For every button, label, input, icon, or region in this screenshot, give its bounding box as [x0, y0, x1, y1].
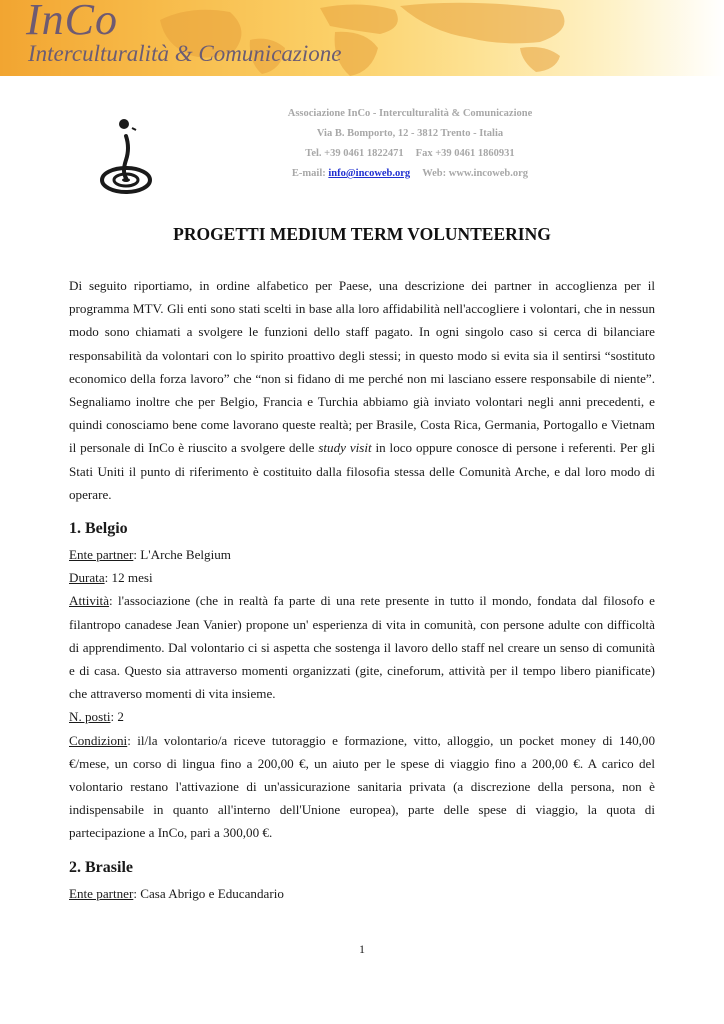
- section-heading-belgio: 1. Belgio: [69, 520, 128, 538]
- condizioni-line: [69, 729, 655, 845]
- contact-block: [230, 104, 590, 184]
- email-web: [230, 164, 590, 184]
- posti-value: : 2: [110, 709, 124, 725]
- inco-emblem-icon: [96, 118, 158, 196]
- condizioni-value: : il/la volontario/a riceve tutoraggio e formazione, vitto, alloggio, un pocket money di 140,00 €/mese, un corso di lingua fino a 200,00 €, un aiuto per le spese di viaggio fino a 200,00 €. A carico del volontario restano l'attivazione di un'assicurazione sanitaria privata (a discrezione della persona, non è indispensabile in quanto all'interno dell'Unione europea), parte delle spese di viaggio, la quota di partecipazione a InCo, pari a 300,00 €.: [69, 732, 655, 841]
- phone: Tel. +39 0461 1822471: [305, 148, 404, 159]
- intro-text-1: Di seguito riportiamo, in ordine alfabetico per Paese, una descrizione dei partner in accoglienza per il programma MTV. Gli enti sono stati scelti in base alla loro affidabilità nell'accogliere i volontari, che in nessun modo sono chiamati a svolgere le funzioni dello staff pagato. In ogni singolo caso si cerca di bilanciare responsabilità da volontari con lo spirito proattivo degli stessi; in questo modo si evita sia il sentirsi “sostituto economico della forza lavoro” che “non si fidano di me perché non mi lasciano essere responsabile di niente”. Segnaliamo inoltre che per Belgio, Francia e Turchia abbiamo già inviato volontari negli anni precedenti, e quindi conosciamo bene come lavorano queste realtà; per Brasile, Costa Rica, Germania, Portogallo e Vietnam il personale di InCo è riuscito a svolgere delle: [69, 278, 655, 456]
- partner-value: : Casa Abrigo e Educandario: [133, 885, 284, 901]
- durata-label: Durata: [69, 570, 105, 586]
- section-heading-brasile: 2. Brasile: [69, 858, 133, 876]
- partner-line-brasile: [69, 882, 655, 905]
- document-title: PROGETTI MEDIUM TERM VOLUNTEERING: [173, 224, 551, 244]
- attivita-label: Attività: [69, 593, 110, 609]
- partner-value: : L'Arche Belgium: [133, 547, 231, 563]
- phone-fax: [230, 144, 590, 164]
- durata-value: : 12 mesi: [104, 570, 153, 586]
- condizioni-label: Condizioni: [69, 732, 128, 748]
- email-link[interactable]: info@incoweb.org: [328, 168, 411, 179]
- document-body: [69, 274, 655, 905]
- intro-emphasis: study visit: [318, 440, 372, 456]
- intro-paragraph: [69, 274, 655, 506]
- attivita-value: : l'associazione (che in realtà fa parte di una rete presente in tutto il mondo, fondata dal filosofo e filantropo canadese Jean Vanier) propone un' esperienza di vita in comunità, con persone adulte con difficoltà di apprendimento. Dal volontario ci si aspetta che sostenga il lavoro dello staff nel creare un senso di comunità e di casa. Questo sia attraverso momenti organizzati (gite, cineforum, attività per il tempo libero pianificate) che attraverso momenti di vita insieme.: [69, 593, 655, 702]
- intro-text-2: in loco oppure conosce di persone i referenti. Per gli Stati Uniti il punto di riferimento è costituito dalla filosofia stessa delle Comunità Arche, e dal loro modo di operare.: [69, 440, 655, 502]
- logo-wordmark: InCo: [26, 0, 118, 44]
- attivita-line: [69, 589, 655, 705]
- website: Web: www.incoweb.org: [422, 168, 529, 179]
- header-banner: [0, 0, 724, 76]
- posti-line: [69, 705, 655, 728]
- partner-line-belgio: [69, 543, 655, 566]
- organization-name: Associazione InCo - Interculturalità & Comunicazione: [287, 108, 533, 119]
- email-label: E-mail:: [291, 168, 326, 179]
- logo-subtitle: Interculturalità & Comunicazione: [28, 41, 342, 66]
- fax: Fax +39 0461 1860931: [415, 148, 515, 159]
- durata-line: [69, 566, 655, 589]
- address: Via B. Bomporto, 12 - 3812 Trento - Italia: [316, 128, 504, 139]
- partner-label: Ente partner: [69, 547, 134, 563]
- partner-label: Ente partner: [69, 885, 134, 901]
- page-number: 1: [359, 942, 365, 956]
- posti-label: N. posti: [69, 709, 111, 725]
